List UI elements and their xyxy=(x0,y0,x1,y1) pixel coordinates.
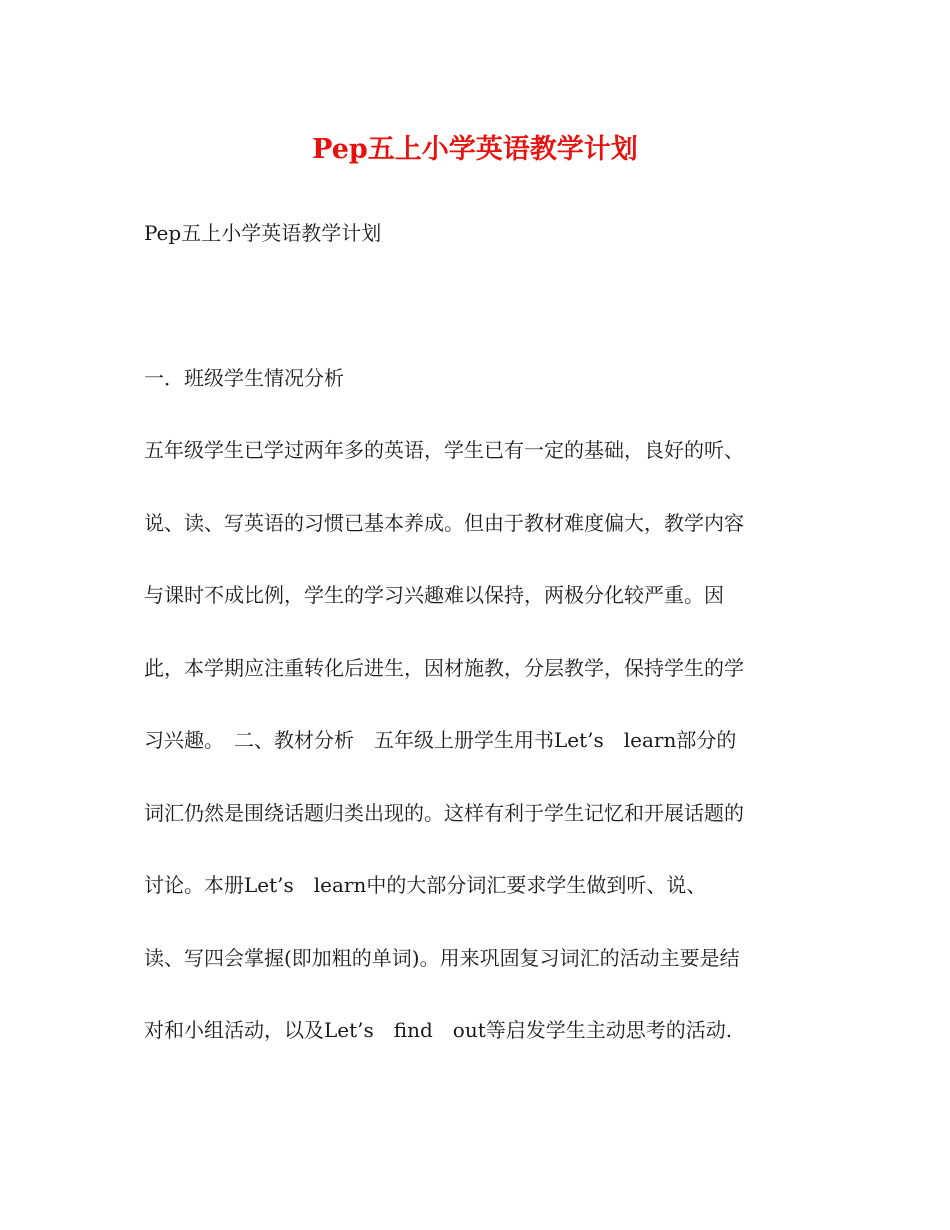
paragraph-line: 词汇仍然是围绕话题归类出现的。这样有利于学生记忆和开展话题的 xyxy=(144,801,744,825)
document-subtitle: Pep五上小学英语教学计划 xyxy=(144,221,382,245)
paragraph-line: 与课时不成比例，学生的学习兴趣难以保持，两极分化较严重。因 xyxy=(144,583,724,607)
paragraph-line: 五年级学生已学过两年多的英语，学生已有一定的基础，良好的听、 xyxy=(144,438,744,462)
paragraph-line: 读、写四会掌握(即加粗的单词)。用来巩固复习词汇的活动主要是结 xyxy=(144,946,740,970)
document-title: Pep五上小学英语教学计划 xyxy=(312,134,638,165)
paragraph-line: 讨论。本册Let’s learn中的大部分词汇要求学生做到听、说、 xyxy=(144,873,707,897)
paragraph-line: 习兴趣。 二、教材分析 五年级上册学生用书Let’s learn部分的 xyxy=(144,728,737,752)
paragraph-line: 此，本学期应注重转化后进生，因材施教，分层教学，保持学生的学 xyxy=(144,656,744,680)
paragraph-line: 说、读、写英语的习惯已基本养成。但由于教材难度偏大，教学内容 xyxy=(144,511,744,535)
section-heading: 一．班级学生情况分析 xyxy=(144,366,344,390)
paragraph-line: 对和小组活动，以及Let’s find out等启发学生主动思考的活动. xyxy=(144,1018,733,1042)
